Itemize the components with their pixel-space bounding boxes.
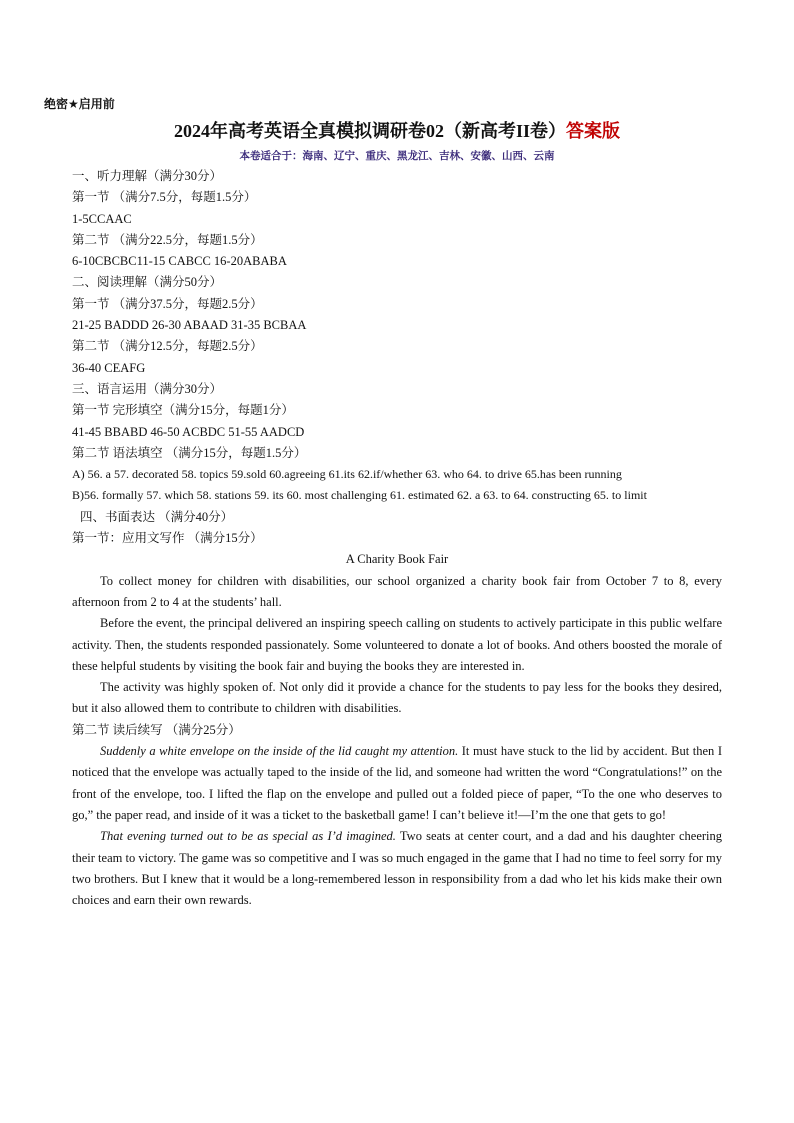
answer-sheet-page: [44, 96, 723, 911]
part3-sec2-answers-b: B)56. formally 57. which 58. stations 59. its 60. most challenging 61. estimated 62. a 63. to 64. constructing 65. to limit: [72, 488, 647, 503]
part4-sec2-heading: 第二节 读后续写 （满分25分）: [72, 722, 241, 737]
part3-heading: 三、语言运用（满分30分）: [72, 381, 223, 396]
part4-heading: 四、书面表达 （满分40分）: [80, 509, 234, 524]
essay-paragraph-3: The activity was highly spoken of. Not only did it provide a chance for the students to pay less for the books they desired, but it also allowed them to contribute to children with disabilities.: [72, 680, 722, 716]
essay-paragraph-1: To collect money for children with disabilities, our school organized a charity book fair from October 7 to 8, every afternoon from 2 to 4 at the students’ hall.: [72, 573, 722, 609]
page-title: [72, 118, 722, 144]
story-p2-lead-sentence: That evening turned out to be as special as I’d imagined.: [100, 829, 396, 844]
part3-sec1-heading: 第一节 完形填空（满分15分，每题1分）: [72, 403, 294, 418]
title-answer-version: 答案版: [566, 121, 620, 141]
story-paragraph-1: [72, 741, 722, 826]
essay-paragraph-2: Before the event, the principal delivered an inspiring speech calling on students to actively participate in this public welfare activity. Then, the students responded passionately. Some volunteered to donate a lot of books. And others boosted the morale of these helpful students by visiting the book fair and buying the books they are interested in.: [72, 616, 722, 673]
part3-sec2-answers-a: A) 56. a 57. decorated 58. topics 59.sold 60.agreeing 61.its 62.if/whether 63. who 64. to drive 65.has been running: [72, 467, 622, 482]
story-paragraph-2: [72, 826, 722, 911]
part2-heading: 二、阅读理解（满分50分）: [72, 275, 223, 290]
part1-sec2-heading: 第二节 （满分22.5分，每题1.5分）: [72, 232, 263, 247]
part1-heading: 一、听力理解（满分30分）: [72, 169, 223, 183]
part1-sec1-heading: 第一节 （满分7.5分，每题1.5分）: [72, 190, 257, 205]
story-p1-body: It must have stuck to the lid by accident. But then I noticed that the envelope was actually taped to the inside of the lid, and someone had written the word “Congratulations!” on the front of the envelope, too. I lifted the flap on the envelope and pulled out a folded piece of paper, “To the one who deserves to go,” the paper read, and inside of it was a ticket to the basketball game! I can’t believe it!—I’m the one that gets to go!: [72, 744, 723, 822]
title-main: 2024年高考英语全真模拟调研卷02（新高考II卷）: [173, 121, 566, 141]
part3-sec2-heading: 第二节 语法填空 （满分15分，每题1.5分）: [72, 445, 307, 460]
part2-sec2-heading: 第二节 （满分12.5分，每题2.5分）: [72, 339, 263, 354]
part2-sec1-answers: 21-25 BADDD 26-30 ABAAD 31-35 BCBAA: [72, 318, 307, 333]
part1-sec1-answers: 1-5CCAAC: [72, 211, 132, 226]
applicable-regions: 本卷适合于：海南、辽宁、重庆、黑龙江、吉林、安徽、山西、云南: [239, 150, 555, 162]
story-p1-lead-sentence: Suddenly a white envelope on the inside of the lid caught my attention.: [100, 744, 459, 759]
part2-sec1-heading: 第一节 （满分37.5分，每题2.5分）: [72, 296, 263, 311]
essay-title: A Charity Book Fair: [345, 552, 449, 567]
part4-sec1-heading: 第一节：应用文写作 （满分15分）: [72, 531, 263, 546]
confidential-label: 绝密★启用前: [44, 97, 115, 111]
part3-sec1-answers: 41-45 BBABD 46-50 ACBDC 51-55 AADCD: [72, 424, 305, 439]
part2-sec2-answers: 36-40 CEAFG: [72, 360, 146, 375]
story-p2-body: Two seats at center court, and a dad and his daughter cheering their team to victory. The game was so competitive and I was so much engaged in the game that I had no time to feel sorry for my two brothers. But I knew that it would be a long-remembered lesson in responsibility from a dad who let his kids make their own choices and earn their own rewards.: [72, 829, 722, 908]
part1-sec2-answers: 6-10CBCBC11-15 CABCC 16-20ABABA: [72, 254, 287, 269]
